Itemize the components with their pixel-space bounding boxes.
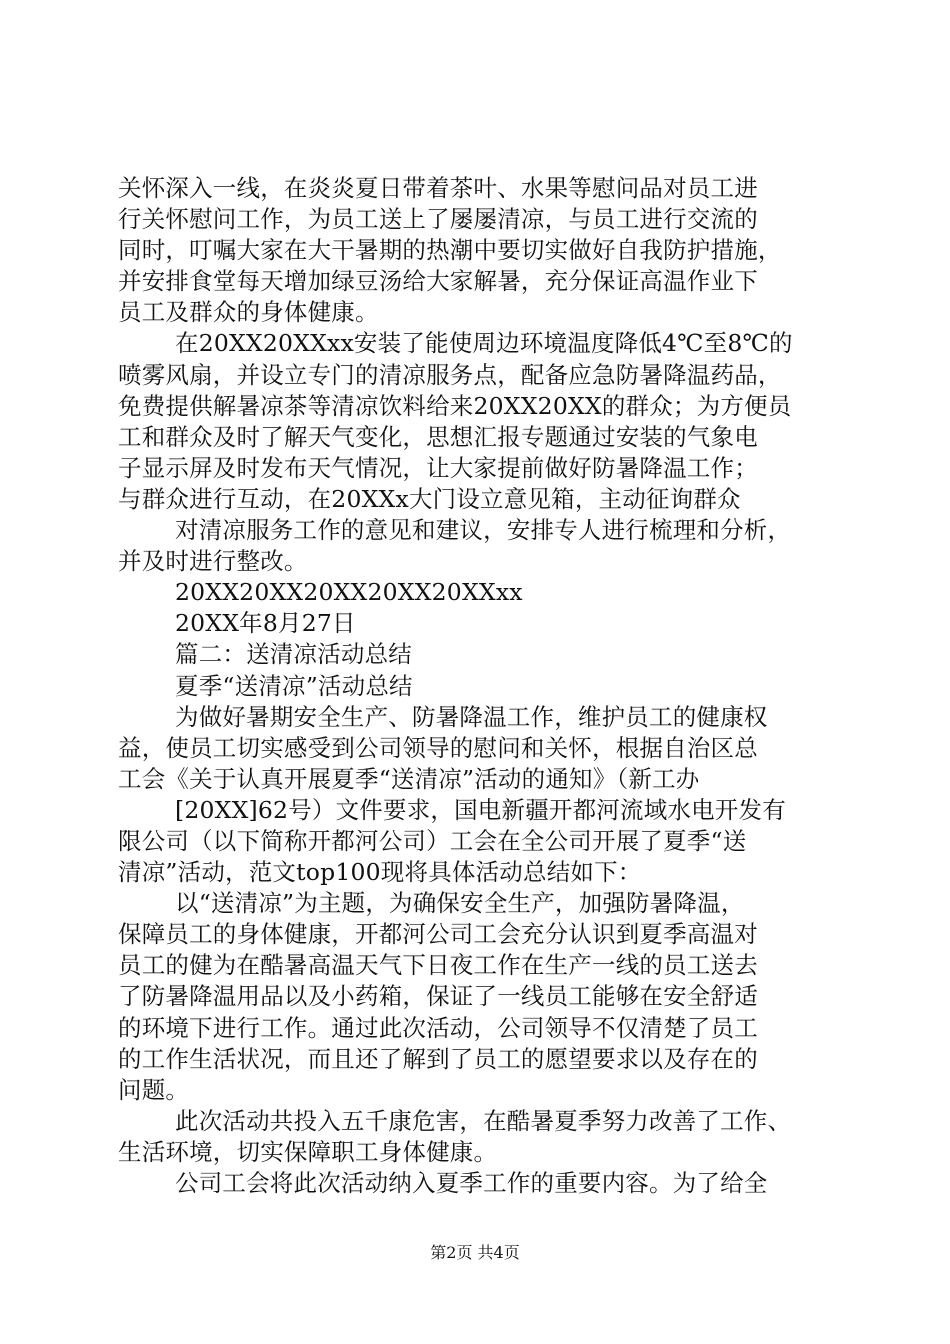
text-line: 子显示屏及时发布天气情况，让大家提前做好防暑降温工作； bbox=[118, 453, 758, 482]
text-line: 保障员工的身体健康，开都河公司工会充分认识到夏季高温对 bbox=[118, 920, 758, 949]
text-line: 同时，叮嘱大家在大干暑期的热潮中要切实做好自我防护措施， bbox=[118, 236, 782, 265]
text-line: 免费提供解暑凉茶等清凉饮料给来20XX20XX的群众；为方便员 bbox=[118, 391, 792, 420]
text-line: 并及时进行整改。 bbox=[118, 547, 308, 576]
text-line: 20XX年8月27日 bbox=[175, 609, 356, 638]
text-line: 问题。 bbox=[118, 1075, 190, 1104]
text-line: 公司工会将此次活动纳入夏季工作的重要内容。为了给全 bbox=[175, 1169, 768, 1197]
text-line: 关怀深入一线，在炎炎夏日带着茶叶、水果等慰问品对员工进 bbox=[118, 174, 758, 202]
text-line: 行关怀慰问工作，为员工送上了屡屡清凉，与员工进行交流的 bbox=[118, 205, 758, 234]
text-line: 益，使员工切实感受到公司领导的慰问和关怀，根据自治区总 bbox=[118, 733, 758, 762]
text-line: 以“送清凉”为主题，为确保安全生产，加强防暑降温， bbox=[175, 889, 745, 918]
text-line: 为做好暑期安全生产、防暑降温工作，维护员工的健康权 bbox=[175, 702, 768, 731]
text-line: 清凉”活动，范文top100现将具体活动总结如下： bbox=[118, 858, 642, 887]
text-line: 喷雾风扇，并设立专门的清凉服务点，配备应急防暑降温药品， bbox=[118, 360, 782, 389]
text-line: 员工的健为在酷暑高温天气下日夜工作在生产一线的员工送去 bbox=[118, 951, 758, 980]
text-line: 限公司（以下简称开都河公司）工会在全公司开展了夏季“送 bbox=[118, 826, 747, 855]
text-line: 员工及群众的身体健康。 bbox=[118, 298, 379, 327]
text-line: [20XX]62号）文件要求，国电新疆开都河流域水电开发有 bbox=[175, 795, 786, 824]
text-line: 夏季“送清凉”活动总结 bbox=[175, 671, 413, 700]
text-line: 与群众进行互动，在20XXx大门设立意见箱，主动征询群众 bbox=[118, 484, 741, 513]
text-line: 并安排食堂每天增加绿豆汤给大家解暑，充分保证高温作业下 bbox=[118, 267, 758, 296]
text-line: 篇二：送清凉活动总结 bbox=[175, 640, 412, 669]
document-body bbox=[118, 173, 838, 1199]
text-line: 生活环境，切实保障职工身体健康。 bbox=[118, 1137, 498, 1166]
page-footer: 第2页 共4页 bbox=[430, 1243, 520, 1262]
text-line: 工和群众及时了解天气变化，思想汇报专题通过安装的气象电 bbox=[118, 422, 758, 451]
text-line: 对清凉服务工作的意见和建议，安排专人进行梳理和分析， bbox=[175, 516, 792, 545]
text-line: 此次活动共投入五千康危害，在酷暑夏季努力改善了工作、 bbox=[175, 1106, 792, 1135]
text-line: 在20XX20XXxx安装了能使周边环境温度降低4℃至8℃的 bbox=[175, 329, 793, 358]
text-line: 的环境下进行工作。通过此次活动，公司领导不仅清楚了员工 bbox=[118, 1013, 758, 1042]
text-line: 20XX20XX20XX20XX20XXxx bbox=[175, 578, 523, 607]
text-line: 的工作生活状况，而且还了解到了员工的愿望要求以及存在的 bbox=[118, 1044, 758, 1073]
text-line: 了防暑降温用品以及小药箱，保证了一线员工能够在安全舒适 bbox=[118, 982, 758, 1011]
text-line: 工会《关于认真开展夏季“送清凉”活动的通知》（新工办 bbox=[118, 764, 700, 793]
